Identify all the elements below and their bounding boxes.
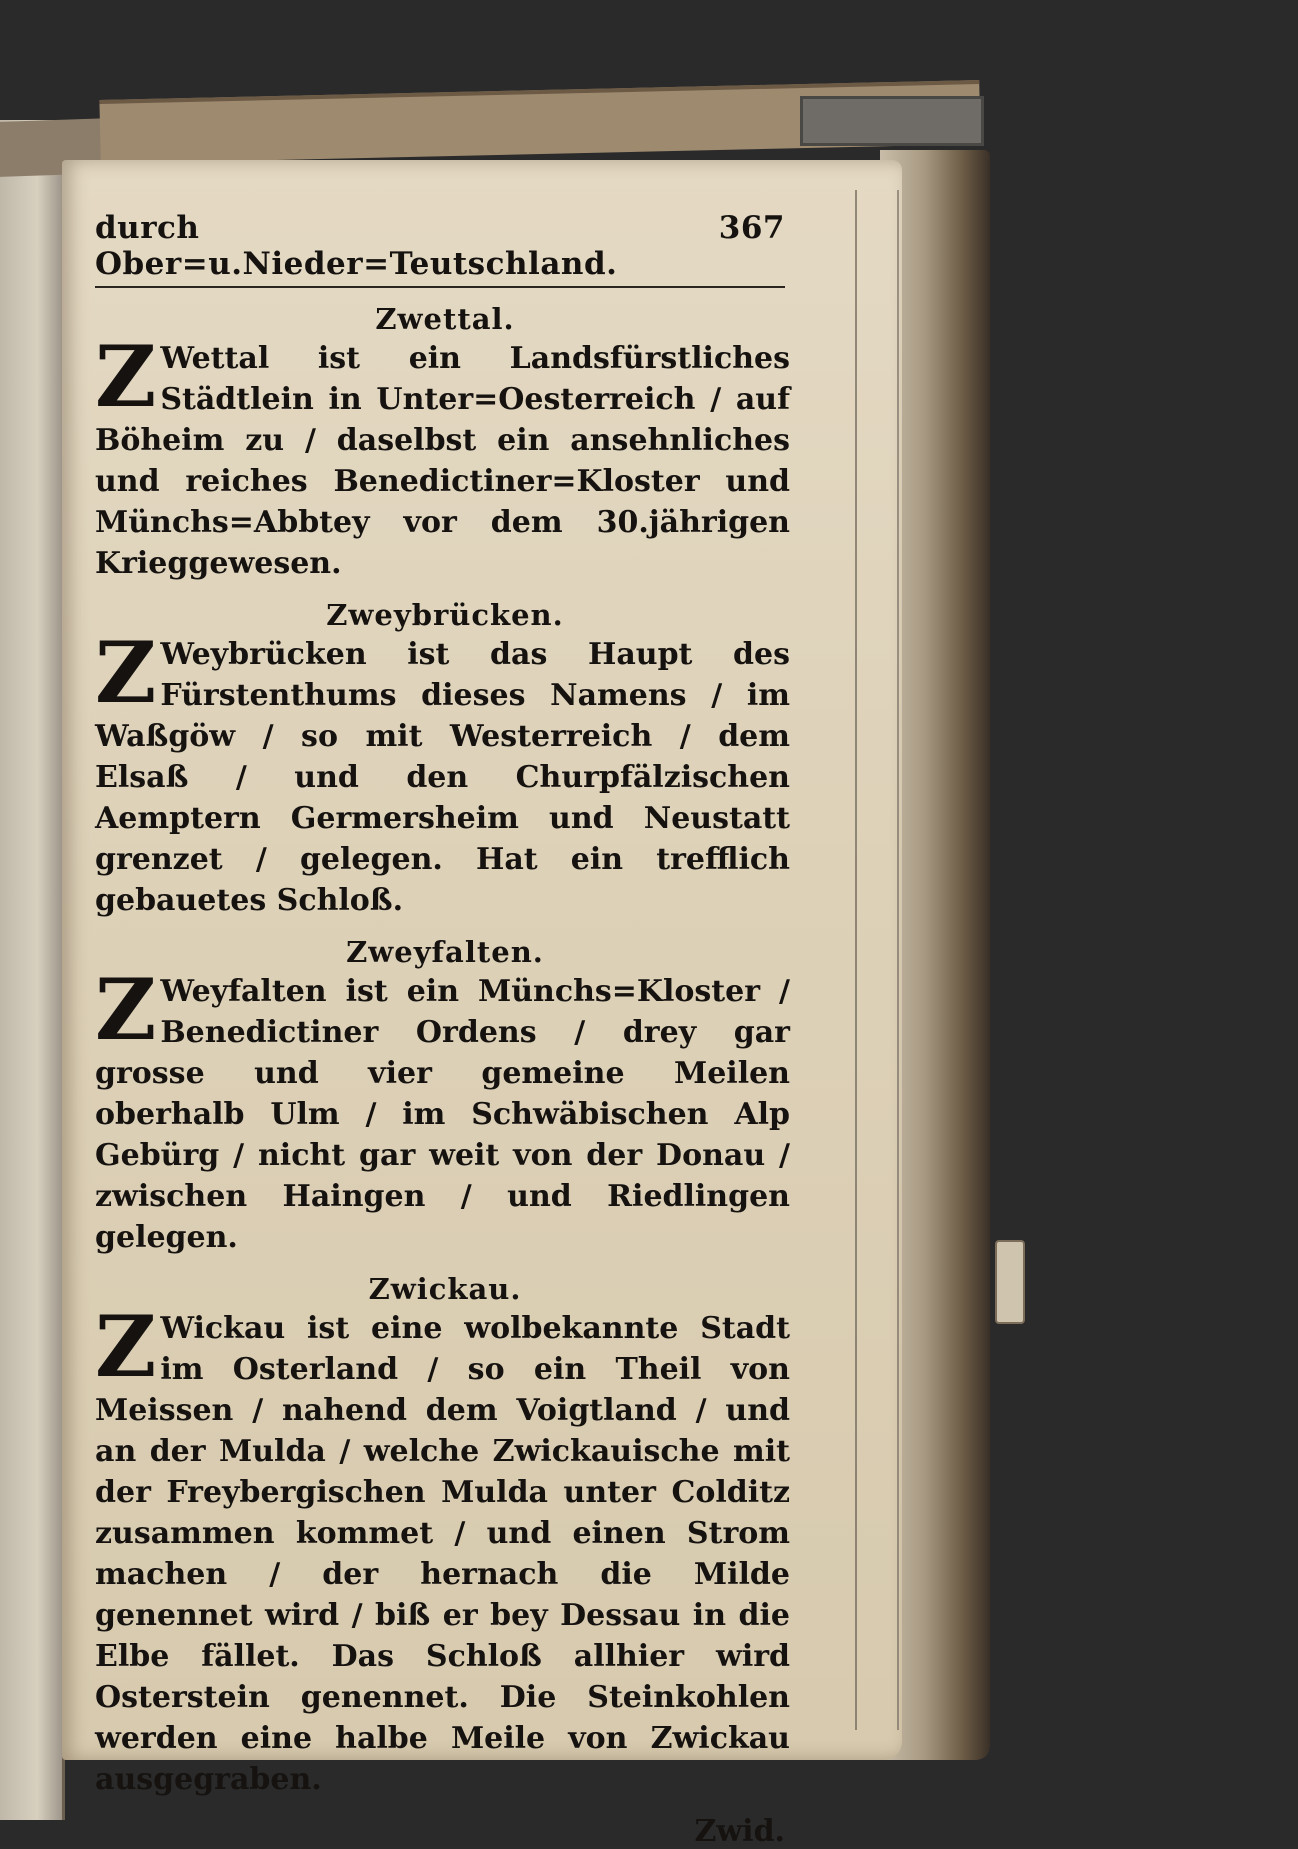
metal-clasp: [800, 96, 984, 146]
entry-body: [95, 960, 790, 1258]
entry-body: [95, 1297, 790, 1800]
entry-text: Wettal ist ein Landsfürstliches Städtlein in Unter=Oesterreich / auf Böheim zu / daselbst ein ansehnliches und reiches Benedictiner=Kloster und Münchs=Abbtey vor dem 30.jährigen Krieggewesen.: [95, 341, 790, 581]
entry: [95, 935, 795, 1258]
running-head: [95, 210, 785, 288]
drop-cap: Z: [95, 623, 157, 722]
page-number: 367: [718, 210, 785, 246]
page-stack-lines: [855, 190, 899, 1730]
entry-text: Weyfalten ist ein Münchs=Kloster / Benedictiner Ordens / drey gar grosse und vier gemeine Meilen oberhalb Ulm / im Schwäbischen Alp Gebürg / nicht gar weit von der Donau / zwischen Haingen / und Riedlingen gelegen.: [95, 974, 790, 1255]
entry: [95, 1272, 795, 1800]
entry-text: Weybrücken ist das Haupt des Fürstenthums dieses Namens / im Waßgöw / so mit Westerreich / dem Elsaß / und den Churpfälzischen Aemptern Germersheim und Neustatt grenzet / gelegen. Hat ein trefflich gebauetes Schloß.: [95, 637, 790, 918]
entry-text: Wickau ist eine wolbekannte Stadt im Osterland / so ein Theil von Meissen / nahend dem Voigtland / und an der Mulda / welche Zwickauische mit der Freybergischen Mulda unter Colditz zusammen kommet / und einen Strom machen / der hernach die Milde genennet wird / biß er bey Dessau in die Elbe fället. Das Schloß allhier wird Osterstein genennet. Die Steinkohlen werden eine halbe Meile von Zwickau ausgegraben.: [95, 1311, 790, 1797]
entry: [95, 302, 795, 584]
left-page-edge: [0, 120, 65, 1820]
drop-cap: Z: [95, 1297, 157, 1396]
drop-cap: Z: [95, 960, 157, 1059]
entry-title: Zwettal.: [375, 302, 515, 336]
page-content: [95, 210, 795, 1849]
entry-body: [95, 623, 790, 921]
entry-title: Zwickau.: [368, 1272, 522, 1306]
entry-body: [95, 327, 790, 584]
clasp-hinge: [995, 1240, 1025, 1324]
entry-title: Zweyfalten.: [346, 935, 544, 969]
drop-cap: Z: [95, 327, 157, 426]
running-head-title: durch Ober=u.Nieder=Teutschland.: [95, 210, 618, 282]
catchword: Zwid.: [694, 1814, 785, 1849]
entry-title: Zweybrücken.: [326, 598, 564, 632]
entry: [95, 598, 795, 921]
